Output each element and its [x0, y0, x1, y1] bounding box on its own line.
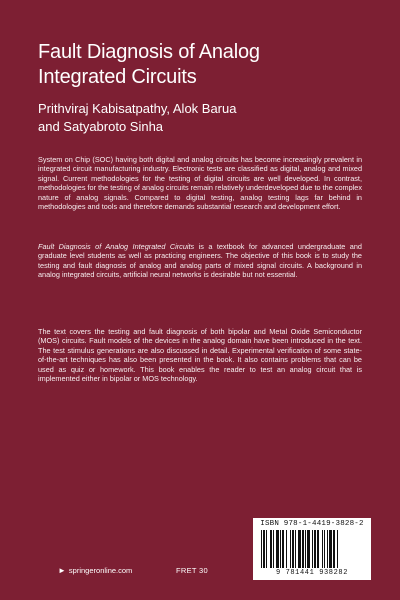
- barcode: [259, 530, 365, 568]
- price-code: FRET 30: [176, 566, 208, 575]
- barcode-bar: [261, 530, 262, 568]
- book-title-line-1: Fault Diagnosis of Analog: [38, 41, 260, 63]
- barcode-bar: [298, 530, 301, 568]
- barcode-bar: [312, 530, 313, 568]
- barcode-bar: [337, 530, 338, 568]
- barcode-number: 9 781441 938282: [275, 569, 348, 577]
- blurb-paragraph-1: System on Chip (SOC) having both digital and analog circuits has become increasingly prevalent in integrated circuit manufacturing industry. Electronic tests are classified as digital, analog and mixed signal. Current methodologies for the testing of digital circuits are well developed. In contrast, methodologies for the testing of analog circuits remain relatively underdeveloped due to the complex nature of analog signals. Compared to digital testing, analog testing lags far behind in methodologies and tools and therefore demands substantial research and development effort.: [38, 155, 362, 212]
- isbn-label: ISBN 978-1-4419-3828-2: [260, 520, 364, 528]
- blurb-paragraph-2-text: is a textbook for advanced undergraduate and graduate level students as well as practicing engineers. The objective of this book is to study the testing and fault diagnosis of analog and analog parts of mixed signal circuits. A background in analog integrated circuits, artificial neural networks is desirable but not essential.: [38, 242, 362, 280]
- barcode-bar: [314, 530, 316, 568]
- barcode-bar: [266, 530, 267, 568]
- blurb-paragraph-3: The text covers the testing and fault diagnosis of both bipolar and Metal Oxide Semiconductor (MOS) circuits. Fault models of the devices in the analog domain have been introduced in the text. The test stimulus generations are also discussed in detail. Experimental verification of some state-of-the-art techniques has also been presented in the book. It also contains problems that can be used as quiz or homework. This book enables the reader to test an analog circuit that is implemented either in bipolar or MOS technology.: [38, 327, 362, 384]
- barcode-bar: [295, 530, 296, 568]
- book-title-line-2: Integrated Circuits: [38, 66, 197, 88]
- book-authors: [38, 100, 378, 136]
- barcode-bar: [322, 530, 323, 568]
- barcode-bar: [276, 530, 279, 568]
- barcode-bar: [290, 530, 291, 568]
- arrow-right-icon: ►: [58, 565, 66, 575]
- authors-line-1: Prithviraj Kabisatpathy, Alok Barua: [38, 101, 237, 116]
- barcode-bar: [305, 530, 306, 568]
- barcode-bar: [280, 530, 281, 568]
- blurb-paragraph-2: [38, 242, 362, 280]
- barcode-bar: [270, 530, 272, 568]
- barcode-bar: [286, 530, 287, 568]
- authors-line-2: and Satyabroto Sinha: [38, 119, 164, 134]
- barcode-bar: [333, 530, 335, 568]
- barcode-bar: [263, 530, 265, 568]
- barcode-bar: [327, 530, 328, 568]
- isbn-barcode-block: [253, 518, 371, 580]
- barcode-bar: [273, 530, 274, 568]
- publisher-website[interactable]: [58, 566, 132, 575]
- barcode-bar: [302, 530, 304, 568]
- barcode-bar: [317, 530, 319, 568]
- book-title: [38, 40, 378, 90]
- barcode-bar: [324, 530, 325, 568]
- barcode-bar: [329, 530, 332, 568]
- barcode-bar: [307, 530, 310, 568]
- barcode-bar: [292, 530, 294, 568]
- blurb-book-title-italic: Fault Diagnosis of Analog Integrated Circuits: [38, 242, 195, 251]
- barcode-bar: [282, 530, 284, 568]
- publisher-website-text: springeronline.com: [68, 566, 133, 575]
